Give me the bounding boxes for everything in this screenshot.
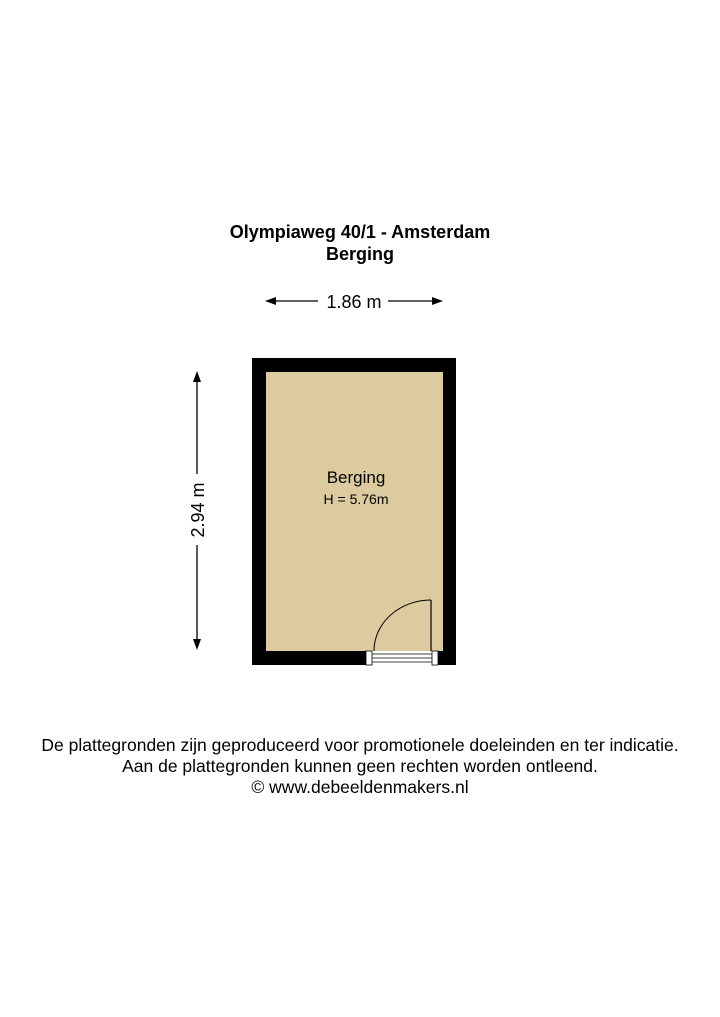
arrow-down-icon — [193, 639, 201, 650]
copyright: © www.debeeldenmakers.nl — [251, 777, 469, 797]
width-dimension — [265, 292, 443, 312]
arrow-right-icon — [432, 297, 443, 305]
plan-address: Olympiaweg 40/1 - Amsterdam — [229, 222, 491, 242]
room-name: Berging — [326, 468, 386, 487]
arrow-up-icon — [193, 371, 201, 382]
height-label: 2.94 m — [188, 482, 208, 538]
height-dimension — [188, 371, 208, 650]
disclaimer-line-1: De plattegronden zijn geproduceerd voor promotionele doeleinden en ter indicatie. — [41, 735, 679, 755]
disclaimer — [0, 735, 720, 798]
room-ceiling-height: H = 5.76m — [323, 491, 389, 507]
room-floor — [266, 372, 443, 651]
disclaimer-line-2: Aan de plattegronden kunnen geen rechten worden ontleend. — [122, 756, 598, 776]
arrow-left-icon — [265, 297, 276, 305]
width-label: 1.86 m — [326, 292, 382, 312]
plan-floor-title: Berging — [325, 244, 394, 264]
